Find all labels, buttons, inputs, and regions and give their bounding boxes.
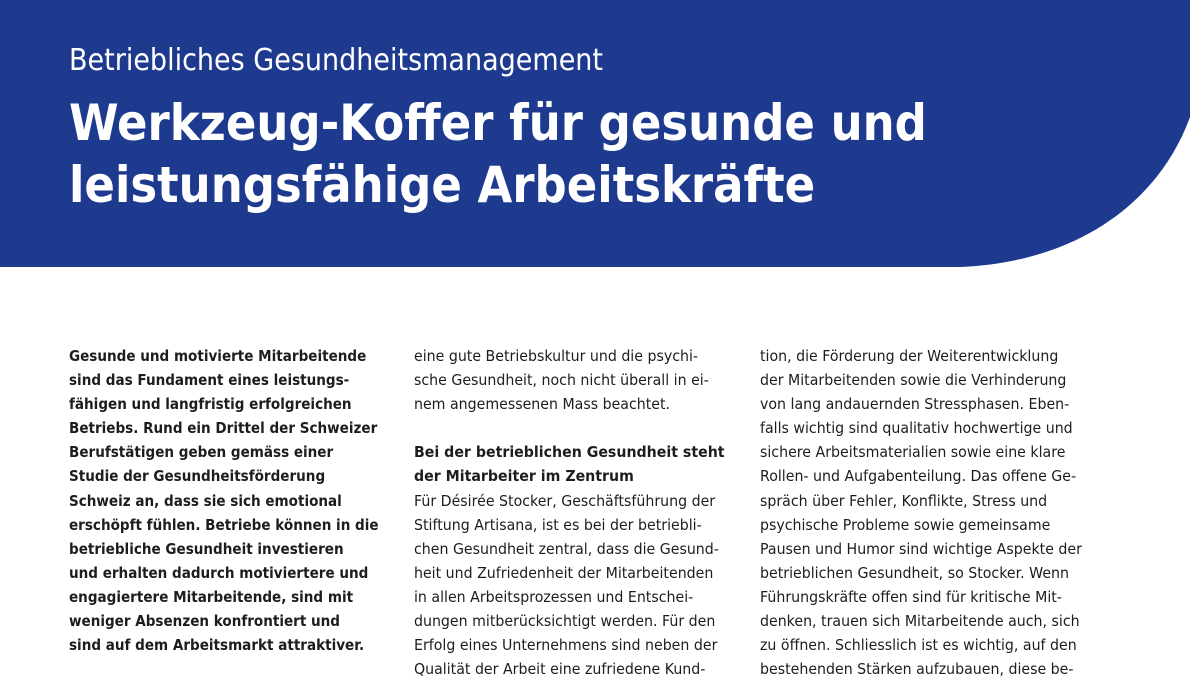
section-kicker: Betriebliches Gesundheitsmanagement	[69, 43, 604, 78]
body-line: zu öffnen. Schliesslich ist es wichtig, auf den	[760, 636, 1077, 655]
body-line: psychische Probleme sowie gemeinsame	[760, 515, 1051, 534]
body-line: in allen Arbeitsprozessen und Entschei-	[414, 587, 694, 606]
body-line: Stiftung Artisana, ist es bei der betriebli-	[414, 515, 702, 534]
lead-line: Schweiz an, dass sie sich emotional	[69, 491, 342, 510]
body-line: dungen mitberücksichtigt werden. Für den	[414, 612, 716, 631]
body-line: Führungskräfte offen sind für kritische Mit-	[760, 587, 1062, 606]
middle-column	[414, 344, 730, 681]
body-line: spräch über Fehler, Konflikte, Stress und	[760, 491, 1048, 510]
lead-line: Berufstätigen geben gemäss einer	[69, 443, 334, 462]
article-title-line-1: Werkzeug-Koffer für gesunde und	[69, 94, 927, 152]
body-line: sche Gesundheit, noch nicht überall in ei-	[414, 371, 709, 390]
body-line: nem angemessenen Mass beachtet.	[414, 395, 671, 414]
body-line: von lang andauernden Stressphasen. Eben-	[760, 395, 1070, 414]
lead-line: Studie der Gesundheitsförderung	[69, 467, 326, 486]
body-line: der Mitarbeitenden sowie die Verhinderung	[760, 371, 1067, 390]
lead-line: sind das Fundament eines leistungs-	[69, 371, 350, 390]
body-line: chen Gesundheit zentral, dass die Gesund-	[414, 539, 719, 558]
body-line: Rollen- und Aufgabenteilung. Das offene Ge-	[760, 467, 1077, 486]
body-line: heit und Zufriedenheit der Mitarbeitenden	[414, 563, 714, 582]
lead-paragraph	[69, 344, 379, 657]
article-title-line-2: leistungsfähige Arbeitskräfte	[69, 156, 816, 214]
body-line: denken, trauen sich Mitarbeitende auch, sich	[760, 612, 1080, 631]
right-column	[760, 344, 1082, 681]
body-line: Erfolg eines Unternehmens sind neben der	[414, 636, 718, 655]
subheading-line: Bei der betrieblichen Gesundheit steht	[414, 443, 725, 462]
body-line: eine gute Betriebskultur und die psychi-	[414, 347, 699, 365]
lead-line: und erhalten dadurch motiviertere und	[69, 563, 369, 582]
lead-line: sind auf dem Arbeitsmarkt attraktiver.	[69, 636, 365, 655]
lead-line: Gesunde und motivierte Mitarbeitende	[69, 347, 367, 365]
lead-line: Betriebs. Rund ein Drittel der Schweizer	[69, 419, 378, 438]
body-line: sichere Arbeitsmaterialien sowie eine klare	[760, 443, 1066, 462]
body-line: falls wichtig sind qualitativ hochwertige und	[760, 419, 1073, 438]
lead-line: erschöpft fühlen. Betriebe können in die	[69, 515, 379, 534]
lead-line: weniger Absenzen konfrontiert und	[69, 612, 341, 631]
subheading-line: der Mitarbeiter im Zentrum	[414, 467, 634, 486]
lead-line: betriebliche Gesundheit investieren	[69, 539, 344, 558]
body-line: Qualität der Arbeit eine zufriedene Kund-	[414, 660, 706, 679]
lead-line: engagiertere Mitarbeitende, sind mit	[69, 587, 354, 606]
article-title	[69, 92, 927, 216]
body-line: tion, die Förderung der Weiterentwicklung	[760, 347, 1059, 365]
lead-line: fähigen und langfristig erfolgreichen	[69, 395, 352, 414]
body-line: Pausen und Humor sind wichtige Aspekte der	[760, 539, 1082, 558]
body-line: betrieblichen Gesundheit, so Stocker. Wenn	[760, 563, 1069, 582]
body-line: Für Désirée Stocker, Geschäftsführung der	[414, 491, 716, 510]
paragraph-gap	[414, 416, 730, 440]
body-line: bestehenden Stärken aufzubauen, diese be-	[760, 660, 1074, 679]
